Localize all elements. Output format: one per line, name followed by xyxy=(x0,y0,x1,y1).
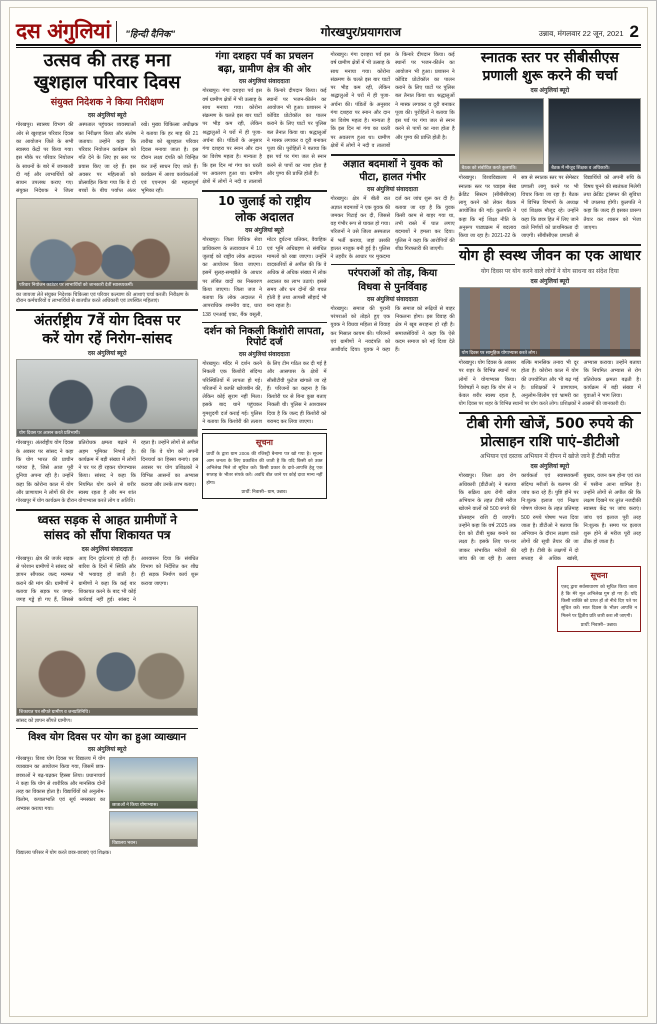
yogalife-photo-label: योग दिवस पर सामूहिक योगाभ्यास करते लोग। xyxy=(460,349,640,357)
yogaday-headline-1: अंतर्राष्ट्रीय 7वें योग दिवस पर xyxy=(33,313,181,330)
festival-text: गोरखपुर। स्वास्थ्य विभाग की ओर से खुशहाल परिवार दिवस का आयोजन जिले के सभी स्वास्थ्य केंद्रों पर किया गया। इस मौके पर परिवार नियोजन के साधनों के बारे में जानकारी दी गई और लाभार्थियों को साधन उपलब्ध कराए गए। संयुक्त निदेशक ने जिला अस्पताल पहुंचकर व्यवस्थाओं का निरीक्षण किया और संतोष जताया। उन्होंने कहा कि परिवार नियोजन कार्यक्रम को गति देने के लिए हर स्तर पर प्रयास किए जा रहे हैं। इस अवसर पर महिलाओं को प्रोत्साहित किया गया कि वे दो बच्चों के बीच पर्याप्त अंतर रखें। मुख्य चिकित्सा अधीक्षक ने बताया कि हर माह की 21 तारीख को खुशहाल परिवार दिवस मनाया जाता है। इस दौरान लक्ष्य दंपति को चिन्हित कर उन्हें साधन दिए जाते हैं। कार्यक्रम में आशा कार्यकर्ताओं एवं एएनएम की महत्वपूर्ण भूमिका रही। xyxy=(16,122,199,195)
yogaday-text: गोरखपुर। अंतर्राष्ट्रीय योग दिवस के अवसर पर सांसद ने कहा कि योग भारत की प्राचीन परंपरा है, जिसे आज पूरी दुनिया अपना रही है। उन्होंने कहा कि कोरोना काल में योग और प्राणायाम ने लोगों की रोग प्रतिरोधक क्षमता बढ़ाने में अहम भूमिका निभाई है। कार्यक्रम में बड़ी संख्या में लोगों ने घर पर ही रहकर योगाभ्यास किया। सांसद ने कहा कि नियमित योग करने से शरीर स्वस्थ रहता है और मन शांत रहता है। उन्होंने लोगों से अपील की कि वे योग को अपनी दिनचर्या का हिस्सा बनाएं। इस अवसर पर योग प्रशिक्षकों ने विभिन्न आसनों का अभ्यास कराया और उनके लाभ बताए। xyxy=(16,440,199,496)
article-yoga-life xyxy=(459,249,641,408)
article-cbcs xyxy=(459,51,641,240)
newspaper-sheet xyxy=(9,7,648,1017)
cbcs-photo-row xyxy=(459,96,641,174)
ganga-headline-2: बढ़ा, ग्रामीण क्षेत्र की ओर xyxy=(217,64,311,76)
column-mid-left xyxy=(202,51,326,499)
worldyoga-text: गोरखपुर। विश्व योग दिवस पर विद्यालय में योग व्याख्यान का आयोजन किया गया, जिसमें छात्र-छात्राओं ने बढ़-चढ़कर हिस्सा लिया। प्रधानाचार्य ने कहा कि योग से शारीरिक और मानसिक दोनों तरह का विकास होता है। विद्यार्थियों को अनुलोम-विलोम, कपालभाति एवं सूर्य नमस्कार का अभ्यास कराया गया। xyxy=(16,756,106,812)
masthead xyxy=(16,12,641,46)
notice-1-text: प्रार्थी के द्वारा ग्राम 2006 की रजिस्ट्री बैनामा पत्र खो गया है। सूचना आम जनता के लिए प्रकाशित की जाती है कि यदि किसी को उक्त अभिलेख मिले तो सूचित करें। किसी प्रकार के दावे-आपत्ति हेतु एक सप्ताह के भीतर संपर्क करें। अवधि बीत जाने पर कोई दावा मान्य नहीं होगा। xyxy=(206,451,323,485)
article-traditions xyxy=(331,268,455,354)
divider xyxy=(16,309,198,311)
ganga-byline: दस अंगुलियां संवाददाता xyxy=(238,79,290,86)
notice-2-footer: प्रार्थी: निवासी– उन्नाव। xyxy=(580,621,618,627)
divider xyxy=(202,190,326,192)
traditions-headline-2: विधवा से पुनर्विवाह xyxy=(358,281,428,293)
yogalife-text: गोरखपुर। योग दिवस के अवसर पर शहर के विभिन्न स्थानों पर लोगों ने योगाभ्यास किया। विशेषज्ञों ने कहा कि योग से न केवल शरीर स्वस्थ रहता है, बल्कि मानसिक तनाव भी दूर होता है। कोरोना काल में योग की उपयोगिता और भी बढ़ गई है। प्रशिक्षकों ने प्राणायाम, अनुलोम-विलोम एवं भ्रामरी का अभ्यास कराया। उन्होंने बताया कि नियमित अभ्यास से रोग प्रतिरोधक क्षमता बढ़ती है। कार्यक्रम में बड़ी संख्या में युवाओं ने भाग लिया। xyxy=(458,360,641,400)
cbcs-headline-1: स्नातक स्तर पर सीबीसीएस xyxy=(480,50,619,66)
column-mid-right xyxy=(331,51,455,354)
missing-headline: दर्शन को निकली किशोरी लापता, रिपोर्ट दर्ज xyxy=(204,325,325,348)
yogaday-photo xyxy=(16,359,198,437)
divider xyxy=(16,728,198,729)
yogalife-caption: योग दिवस पर शहर के विभिन्न स्थानों पर योग करते लोग। प्रशिक्षकों ने आसनों की जानकारी दी। xyxy=(458,401,626,408)
paper-tagline: "हिन्दी दैनिक" xyxy=(125,29,175,40)
notice-2-title: सूचना xyxy=(590,571,608,581)
worldyoga-photo-1 xyxy=(109,757,198,809)
cbcs-photo-2-label: बैठक में मौजूद शिक्षक व अधिकारी। xyxy=(549,164,640,172)
missing-byline: दस अंगुलियां संवाददाता xyxy=(238,352,290,359)
article-yoga-day xyxy=(16,314,198,505)
divider xyxy=(202,429,326,430)
lokadalat-headline-2: लोक अदालत xyxy=(235,209,294,224)
worldyoga-byline: दस अंगुलियां ब्यूरो xyxy=(87,747,127,754)
divider xyxy=(459,244,641,246)
festival-headline-2: खुशहाल परिवार दिवस xyxy=(33,72,181,94)
cbcs-headline-2: प्रणाली शुरू करने की चर्चा xyxy=(482,67,618,84)
article-tb xyxy=(459,417,641,563)
traditions-text: गोरखपुर। समाज की पुरानी परंपराओं को तोड़ते हुए एक युवक ने विधवा महिला से विवाह कर मिसाल कायम की। परिजनों एवं ग्रामीणों ने नवदंपति को आशीर्वाद दिया। युवक ने कहा कि समाज को रूढ़ियों से बाहर निकलना होगा। इस विवाह की क्षेत्र में खूब सराहना हो रही है। समाजसेवियों ने कहा कि ऐसे कदम समाज को नई दिशा देते हैं। xyxy=(330,305,455,353)
festival-headline-1: उत्सव की तरह मना xyxy=(43,50,171,71)
festival-caption: का जायजा लेते संयुक्त निदेशक चिकित्सा एवं परिवार कल्याण की आशाएं चर्चा करतीं। निरीक्षण के दौरान कर्मचारियों व लाभार्थियों से बातचीत करते अधिकारी एवं उपस्थित महिलाएं। xyxy=(16,291,189,305)
notice-2 xyxy=(557,566,641,632)
festival-byline: दस अंगुलियां ब्यूरो xyxy=(87,113,127,120)
assault-text: गोरखपुर। क्षेत्र में बीती रात अज्ञात बदमाशों ने एक युवक की जमकर पिटाई कर दी, जिससे वह गंभीर रूप से घायल हो गया। परिजनों ने उसे जिला अस्पताल में भर्ती कराया, जहां उसकी हालत नाजुक बनी हुई है। पुलिस ने तहरीर के आधार पर मुकदमा दर्ज कर जांच शुरू कर दी है। बताया जा रहा है कि युवक किसी काम से बाहर गया था, तभी रास्ते में घात लगाए बदमाशों ने हमला कर दिया। पुलिस ने कहा कि आरोपियों की शीघ्र गिरफ्तारी की जाएगी। xyxy=(330,196,455,261)
article-ganga xyxy=(202,51,326,186)
divider xyxy=(459,412,641,414)
road-photo xyxy=(16,606,198,716)
festival-photo-1 xyxy=(16,198,198,290)
ganga-text-cont: गोरखपुर। गंगा दशहरा पर्व इस वर्ष ग्रामीण क्षेत्रों में भी उत्साह के साथ मनाया गया। कोरोना संक्रमण के चलते इस बार घाटों पर भीड़ कम रही, लेकिन श्रद्धालुओं ने घरों में ही पूजा-अर्चना की। पंडितों के अनुसार गंगा दशहरा पर स्नान और दान का विशेष महत्व है। मान्यता है कि इस दिन मां गंगा का धरती पर अवतरण हुआ था। ग्रामीण क्षेत्रों में लोगों ने नदी व तालाबों के किनारे दीपदान किया। कई स्थानों पर भजन-कीर्तन का आयोजन भी हुआ। प्रशासन ने कोविड प्रोटोकॉल का पालन कराने के लिए घाटों पर पुलिस बल तैनात किया था। श्रद्धालुओं ने मास्क लगाकर व दूरी बनाकर पूजा की। पुरोहितों ने बताया कि इस पर्व पर गंगा जल से स्नान करने से पापों का नाश होता है और पुण्य की प्राप्ति होती है। xyxy=(330,52,455,149)
worldyoga-photo-2-label: विद्यालय भवन। xyxy=(110,839,197,847)
traditions-headline-1: परंपराओं को तोड़, किया xyxy=(347,268,438,280)
date-line: उन्नाव, मंगलवार 22 जून, 2021 xyxy=(538,29,624,38)
yogaday-headline-2: करें योग रहें निरोग–सांसद xyxy=(42,330,172,347)
worldyoga-headline: विश्व योग दिवस पर योग का हुआ व्याख्यान xyxy=(28,732,187,744)
road-byline: दस अंगुलियां संवाददाता xyxy=(81,546,133,553)
ganga-text: गोरखपुर। गंगा दशहरा पर्व इस वर्ष ग्रामीण क्षेत्रों में भी उत्साह के साथ मनाया गया। कोरोना संक्रमण के चलते इस बार घाटों पर भीड़ कम रही, लेकिन श्रद्धालुओं ने घरों में ही पूजा-अर्चना की। पंडितों के अनुसार गंगा दशहरा पर स्नान और दान का विशेष महत्व है। मान्यता है कि इस दिन मां गंगा का धरती पर अवतरण हुआ था। ग्रामीण क्षेत्रों में लोगों ने नदी व तालाबों के किनारे दीपदान किया। कई स्थानों पर भजन-कीर्तन का आयोजन भी हुआ। प्रशासन ने कोविड प्रोटोकॉल का पालन कराने के लिए घाटों पर पुलिस बल तैनात किया था। श्रद्धालुओं ने मास्क लगाकर व दूरी बनाकर पूजा की। पुरोहितों ने बताया कि इस पर्व पर गंगा जल से स्नान करने से पापों का नाश होता है और पुण्य की प्राप्ति होती है। xyxy=(202,88,327,186)
cbcs-photo-2 xyxy=(548,98,641,172)
article-world-yoga xyxy=(16,732,198,857)
tb-subhead: अभियान एवं दस्तक अभियान में दीपन में खोजे जाने हैं टीबी मरीज xyxy=(479,454,620,461)
notice-1 xyxy=(202,433,326,499)
divider xyxy=(331,154,455,156)
yogalife-photo xyxy=(459,287,641,357)
assault-headline-1: अज्ञात बदमाशों ने युवक को xyxy=(342,159,443,170)
yogalife-byline: दस अंगुलियां ब्यूरो xyxy=(530,279,570,286)
tb-headline-1: टीबी रोगी खोजें, 500 रुपये की xyxy=(466,416,634,433)
article-assault xyxy=(331,159,455,261)
festival-photo-1-label: परिवार नियोजन काउंटर पर लाभार्थियों को जानकारी देतीं स्वास्थ्यकर्मी। xyxy=(17,281,197,289)
lokadalat-byline: दस अंगुलियां ब्यूरो xyxy=(245,228,284,235)
article-festival xyxy=(16,51,198,305)
column-left xyxy=(16,51,198,860)
festival-subhead: संयुक्त निदेशक ने किया निरीक्षण xyxy=(50,97,164,109)
notice-1-title: सूचना xyxy=(255,438,273,448)
page-grid xyxy=(16,51,641,1005)
yogaday-caption: गोरखपुर में योग कार्यक्रम के दौरान योगाभ्यास करते लोग व अतिथि। xyxy=(16,498,136,505)
road-headline-1: ध्वस्त सड़क से आहत ग्रामीणों ने xyxy=(37,512,177,527)
divider xyxy=(16,509,198,511)
divider xyxy=(331,264,455,265)
article-ganga-cont xyxy=(331,51,455,150)
road-headline-2: सांसद को सौंपा शिकायत पत्र xyxy=(43,528,171,543)
assault-byline: दस अंगुलियां संवाददाता xyxy=(367,187,419,194)
lokadalat-text: गोरखपुर। जिला विधिक सेवा प्राधिकरण के तत्वावधान में 10 जुलाई को राष्ट्रीय लोक अदालत का आयोजन किया जाएगा। इसमें सुलह-समझौते के आधार पर लंबित वादों का निस्तारण किया जाएगा। जिला जज ने बताया कि लोक अदालत में आपराधिक शमनीय वाद, धारा 138 एनआई एक्ट, बैंक वसूली, मोटर दुर्घटना प्रतिकर, वैवाहिक एवं भूमि अधिग्रहण से संबंधित मामलों को रखा जाएगा। उन्होंने वादकारियों से अपील की कि वे अधिक से अधिक संख्या में लोक अदालत का लाभ उठाएं। इससे समय और धन दोनों की बचत होती है तथा आपसी सौहार्द भी बना रहता है। xyxy=(202,237,327,318)
notice-2-text: एतद् द्वारा सर्वसाधारण को सूचित किया जाता है कि मेरे मूल अभिलेख गुम हो गए हैं। यदि किसी व्यक्ति को प्राप्त हों तो नीचे दिए पते पर सूचित करें। सात दिवस के भीतर आपत्ति न मिलने पर द्वितीय प्रति जारी करा ली जाएगी। xyxy=(561,584,637,618)
assault-headline-2: पीटा, हालत गंभीर xyxy=(359,172,426,184)
tb-byline: दस अंगुलियां ब्यूरो xyxy=(530,464,570,471)
notice-1-footer: प्रार्थी: निवासी– ग्राम, उन्नाव। xyxy=(241,488,288,494)
worldyoga-caption: विद्यालय परिसर में योग करते छात्र-छात्राएं एवं शिक्षक। xyxy=(16,850,112,857)
article-lok-adalat xyxy=(202,195,326,318)
masthead-rule xyxy=(16,47,641,48)
cbcs-photo-1-label: बैठक को संबोधित करते कुलपति। xyxy=(460,164,544,172)
divider xyxy=(202,322,326,323)
edition-name: गोरखपुर/प्रयागराज xyxy=(320,25,401,39)
cbcs-byline: दस अंगुलियां ब्यूरो xyxy=(530,88,570,95)
worldyoga-photo-2 xyxy=(109,811,198,847)
tb-headline-2: प्रोत्साहन राशि पाएं–डीटीओ xyxy=(480,433,620,450)
road-caption: सांसद को ज्ञापन सौंपते ग्रामीण। xyxy=(16,718,72,725)
missing-text: गोरखपुर। मंदिर में दर्शन करने निकली एक किशोरी संदिग्ध परिस्थितियों में लापता हो गई। परिजनों ने काफी खोजबीन की, लेकिन कोई सुराग नहीं मिला। इसके बाद थाने पहुंचकर गुमशुदगी दर्ज कराई गई। पुलिस ने बताया कि किशोरी की तलाश के लिए टीम गठित कर दी गई है और आसपास के क्षेत्रों में सीसीटीवी फुटेज खंगाले जा रहे हैं। परिजनों का कहना है कि किशोरी घर से बिना कुछ बताए निकली थी। पुलिस ने आश्वासन दिया है कि जल्द ही किशोरी को बरामद कर लिया जाएगा। xyxy=(202,361,327,425)
road-photo-label: शिकायत पत्र सौंपते ग्रामीण व जनप्रतिनिधि। xyxy=(17,708,197,716)
article-road xyxy=(16,514,198,725)
road-text: गोरखपुर। क्षेत्र की जर्जर सड़क से परेशान ग्रामीणों ने सांसद को ज्ञापन सौंपकर जल्द मरम्मत कराने की मांग की। ग्रामीणों ने बताया कि सड़क पर जगह-जगह गड्ढे हो गए हैं, जिससे आए दिन दुर्घटनाएं हो रही हैं। बारिश के दिनों में स्थिति और भी भयावह हो जाती है। ग्रामीणों ने कहा कि कई बार शिकायत करने के बाद भी कोई कार्रवाई नहीं हुई। सांसद ने आश्वासन दिया कि संबंधित विभाग को निर्देशित कर शीघ्र ही सड़क निर्माण कार्य शुरू कराया जाएगा। xyxy=(16,555,199,604)
column-right xyxy=(459,51,641,632)
yogalife-subhead: योग दिवस पर योग करने वाले लोगों ने योग साधना का संदेश दिया xyxy=(480,269,619,276)
worldyoga-photo-1-label: छात्राओं ने किया योगाभ्यास। xyxy=(110,801,197,809)
article-missing-girl xyxy=(202,326,326,426)
yogaday-photo-label: योग दिवस पर आसन करते प्रतिभागी। xyxy=(17,429,197,437)
page-number: 2 xyxy=(629,22,639,41)
tb-text: गोरखपुर। जिला क्षय रोग अधिकारी (डीटीओ) ने बताया कि सक्रिय क्षय रोगी खोज अभियान के तहत टीबी मरीज खोजने वालों को 500 रुपये की प्रोत्साहन राशि दी जाएगी। उन्होंने कहा कि वर्ष 2025 तक देश को टीबी मुक्त बनाने का लक्ष्य है। इसके लिए घर-घर जाकर संभावित मरीजों की जांच की जा रही है। आशा कार्यकर्ता एवं स्वास्थ्यकर्मी संदिग्ध मरीजों के बलगम की जांच करा रहे हैं। पुष्टि होने पर नि:शुल्क इलाज एवं निक्षय पोषण योजना के तहत प्रतिमाह 500 रुपये पोषण भत्ता दिया जाता है। डीटीओ ने बताया कि अभियान के दौरान लक्षण वाले लोगों की सूची तैयार की जा रही है। टीबी के लक्षणों में दो सप्ताह से अधिक खांसी, बुखार, वजन कम होना एवं रात में पसीना आना शामिल है। उन्होंने लोगों से अपील की कि लक्षण दिखने पर तुरंत नजदीकी स्वास्थ्य केंद्र पर जांच कराएं। जांच एवं इलाज पूरी तरह नि:शुल्क है। समय पर इलाज शुरू होने से मरीज पूरी तरह ठीक हो जाता है। xyxy=(458,473,641,562)
yogaday-byline: दस अंगुलियां ब्यूरो xyxy=(87,351,127,358)
lokadalat-headline-1: 10 जुलाई को राष्ट्रीय xyxy=(218,194,311,209)
paper-name: दस अंगुलियां xyxy=(16,21,117,42)
traditions-byline: दस अंगुलियां संवाददाता xyxy=(367,296,419,303)
ganga-headline-1: गंगा दशहरा पर्व का प्रचलन xyxy=(215,51,314,62)
worldyoga-row xyxy=(16,755,198,849)
yogalife-headline: योग ही स्वस्थ जीवन का एक आधार xyxy=(458,248,641,265)
cbcs-text: गोरखपुर। विश्वविद्यालय में स्नातक स्तर पर च्वाइस बेस्ड क्रेडिट सिस्टम (सीबीसीएस) लागू करने को लेकर बैठक आयोजित की गई। कुलपति ने कहा कि नई शिक्षा नीति के अनुरूप पाठ्यक्रम में बदलाव किया जा रहा है। 2021-22 के सत्र से स्नातक स्तर पर सेमेस्टर प्रणाली लागू करने पर भी विचार किया जा रहा है। बैठक में विभिन्न विभागों के अध्यक्ष एवं शिक्षक मौजूद रहे। उन्होंने कहा कि छात्र हित में लिए जाने वाले निर्णयों को प्राथमिकता दी जाएगी। सीबीसीएस प्रणाली से विद्यार्थियों को अपनी रुचि के विषय चुनने की स्वतंत्रता मिलेगी तथा क्रेडिट ट्रांसफर की सुविधा भी उपलब्ध होगी। कुलपति ने कहा कि जल्द ही इसका प्रारूप तैयार कर शासन को भेजा जाएगा। xyxy=(458,175,641,240)
cbcs-photo-1 xyxy=(459,98,545,172)
